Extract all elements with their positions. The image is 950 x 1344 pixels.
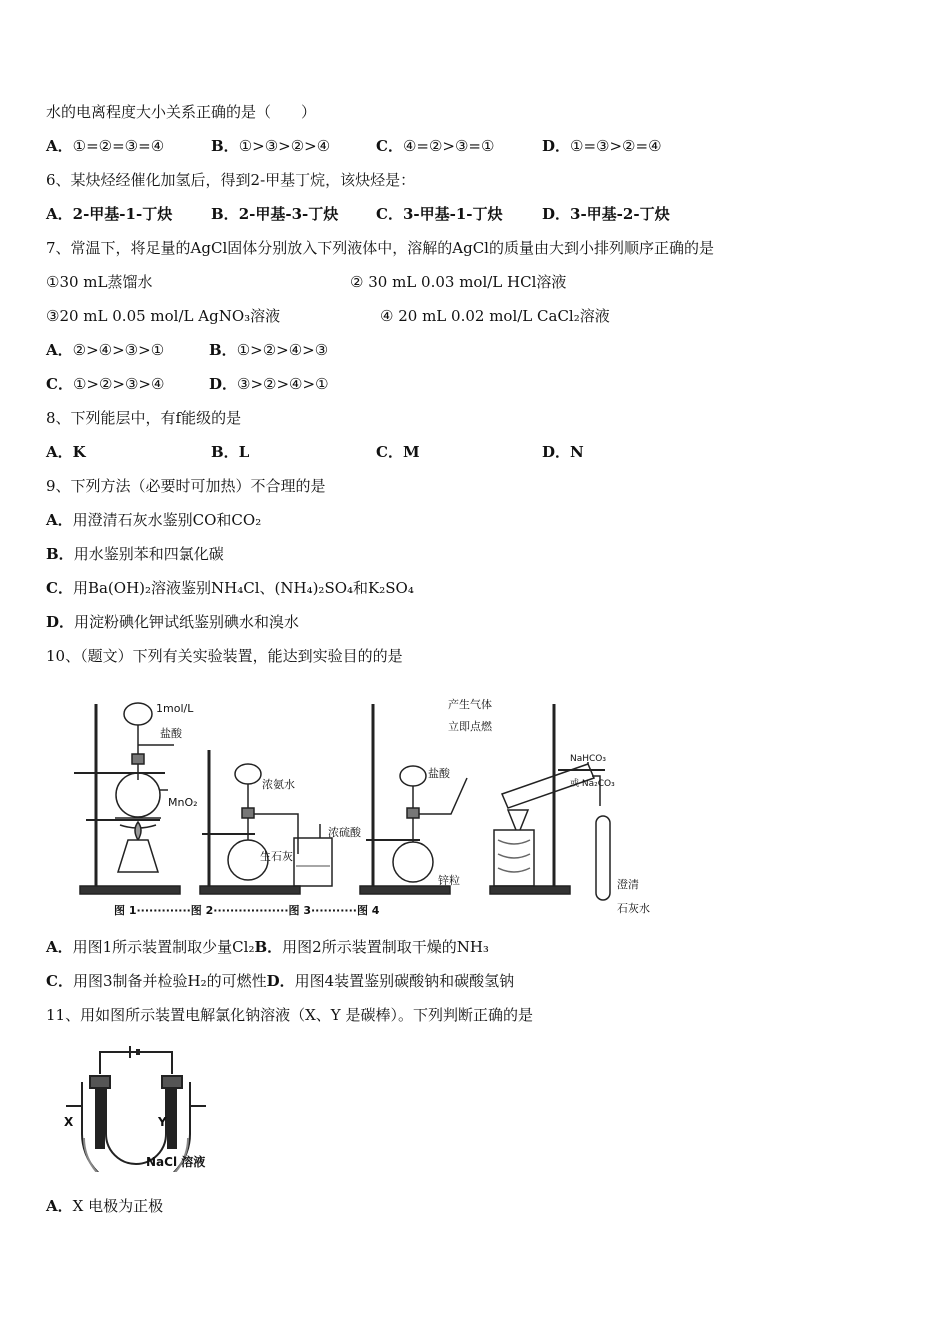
right-stopper [162, 1076, 182, 1088]
q10-apparatus-figure [70, 690, 670, 920]
fig2-wash-bottle [294, 838, 332, 886]
option-text: ②>④>③>① [72, 341, 165, 359]
fig3-base [360, 886, 450, 894]
option-label: A． [46, 341, 73, 359]
fig4-label-na2co3: 或 Na₂CO₃ [570, 779, 615, 789]
fig1-base [80, 886, 180, 894]
q10-option-b[interactable] [254, 938, 488, 956]
option-label: A． [46, 938, 73, 956]
fig2-label-quicklime: 生石灰 [260, 850, 293, 863]
option-label: C． [376, 205, 403, 223]
q7-item-3: ③20 mL 0.05 mol/L AgNO₃溶液 [46, 307, 281, 325]
option-text: 用淀粉碘化钾试纸鉴别碘水和溴水 [74, 613, 300, 631]
q5-option-c[interactable] [376, 136, 494, 156]
fig4-label-limewater-2: 石灰水 [617, 902, 650, 915]
option-label: D． [542, 137, 571, 155]
option-text: M [402, 443, 420, 461]
q8-option-c[interactable] [376, 442, 420, 462]
q6-stem: 6、某炔烃经催化加氢后，得到2-甲基丁烷，该炔烃是： [46, 171, 416, 189]
fig3-label-hcl: 盐酸 [428, 767, 450, 780]
option-text: ①>②>④>③ [236, 341, 329, 359]
option-text: N [570, 443, 584, 461]
q6-option-c[interactable] [376, 204, 503, 224]
q11-electrolysis-figure [60, 1042, 230, 1172]
fig4-label-limewater-1: 澄清 [617, 878, 639, 891]
figure-caption: 图 1·············图 2··················图 3···········图 4 [114, 904, 380, 917]
fig2-stopper [242, 808, 254, 818]
option-text: ①>③>②>④ [238, 137, 331, 155]
q7-stem: 7、常温下，将足量的AgCl固体分别放入下列液体中，溶解的AgCl的质量由大到小排列顺序正确的是 [46, 239, 714, 257]
label-x: X [64, 1115, 74, 1129]
option-label: D． [542, 205, 571, 223]
option-label: C． [46, 579, 73, 597]
option-label: C． [46, 375, 73, 393]
fig2-label-ammonia: 浓氨水 [262, 778, 295, 791]
q8-option-b[interactable] [211, 442, 249, 462]
option-label: A． [46, 205, 73, 223]
option-text: 2-甲基-3-丁炔 [238, 205, 339, 223]
fig1-burner [118, 840, 158, 872]
option-label: A． [46, 511, 73, 529]
q7-option-c[interactable] [46, 374, 164, 394]
option-label: B． [211, 443, 239, 461]
q5-stem-tail: 水的电离程度大小关系正确的是（ ） [46, 103, 317, 121]
option-text: 用图2所示装置制取干燥的NH₃ [282, 938, 489, 956]
option-label: B． [211, 205, 239, 223]
q7-option-b[interactable] [209, 340, 328, 360]
q6-option-b[interactable] [211, 204, 338, 224]
option-label: B． [46, 545, 74, 563]
q7-item-1: ①30 mL蒸馏水 [46, 273, 153, 291]
q7-item-2: ② 30 mL 0.03 mol/L HCl溶液 [350, 273, 567, 291]
option-text: 3-甲基-1-丁炔 [402, 205, 503, 223]
fig4-burner [508, 810, 528, 830]
q8-stem: 8、下列能层中，有f能级的是 [46, 409, 242, 427]
option-text: ①=②=③=④ [72, 137, 165, 155]
fig3-funnel [400, 766, 426, 786]
left-stopper [90, 1076, 110, 1088]
fig4-receiver-tube [596, 816, 610, 900]
option-label: B． [209, 341, 237, 359]
option-text: X 电极为正极 [72, 1197, 164, 1215]
option-text: 用Ba(OH)₂溶液鉴别NH₄Cl、(NH₄)₂SO₄和K₂SO₄ [72, 579, 414, 597]
option-text: 2-甲基-1-丁炔 [72, 205, 173, 223]
option-text: ④=②>③=① [402, 137, 495, 155]
q6-option-a[interactable] [46, 204, 172, 224]
fig1-label-hcl: 盐酸 [160, 727, 182, 740]
q7-option-a[interactable] [46, 340, 164, 360]
option-label: C． [46, 972, 73, 990]
label-y: Y [158, 1115, 167, 1129]
fig3-stopper [407, 808, 419, 818]
fig3-delivery-tube [419, 778, 467, 814]
option-label: D． [266, 972, 295, 990]
q7-item-4: ④ 20 mL 0.02 mol/L CaCl₂溶液 [380, 307, 610, 325]
fig1-stopper [132, 754, 144, 764]
option-label: B． [211, 137, 239, 155]
option-text: 用澄清石灰水鉴别CO和CO₂ [72, 511, 262, 529]
q10-options-row-2 [46, 971, 514, 991]
option-text: K [72, 443, 86, 461]
q5-option-d[interactable] [542, 136, 662, 156]
option-text: 用图1所示装置制取少量Cl₂ [72, 938, 255, 956]
fig1-flame [135, 822, 141, 840]
fig1-label-conc: 1mol/L [156, 702, 194, 715]
q9-option-d[interactable] [46, 612, 299, 632]
option-label: D． [542, 443, 571, 461]
fig1-funnel [124, 703, 152, 725]
q10-option-d[interactable] [267, 972, 515, 990]
q9-option-b[interactable] [46, 544, 224, 564]
option-text: 用水鉴别苯和四氯化碳 [73, 545, 224, 563]
option-label: A． [46, 443, 73, 461]
label-nacl-solution: NaCl 溶液 [146, 1155, 206, 1169]
electrode-x [96, 1088, 104, 1148]
q10-options-row-1 [46, 937, 489, 957]
option-label: C． [376, 137, 403, 155]
wire [100, 1052, 172, 1074]
electrode-y [168, 1088, 176, 1148]
q8-option-a[interactable] [46, 442, 86, 462]
option-text: 3-甲基-2-丁炔 [570, 205, 670, 223]
q10-stem: 10、（题文）下列有关实验装置，能达到实验目的的是 [46, 647, 403, 665]
q5-option-a[interactable] [46, 136, 164, 156]
fig2-funnel [235, 764, 261, 784]
q11-stem: 11、用如图所示装置电解氯化钠溶液（X、Y 是碳棒）。下列判断正确的是 [46, 1006, 533, 1024]
fig2-delivery-tube [254, 814, 298, 854]
option-text: 用图3制备并检验H₂的可燃性 [72, 972, 267, 990]
fig2-label-h2so4: 浓硫酸 [328, 826, 361, 839]
q11-option-a[interactable] [46, 1196, 163, 1216]
option-text: ①>②>③>④ [72, 375, 165, 393]
option-label: B． [254, 938, 283, 956]
fig3-label-gas-line1: 产生气体 [448, 698, 492, 711]
fig4-wood-grain [498, 840, 530, 872]
q5-option-b[interactable] [211, 136, 330, 156]
q9-option-a[interactable] [46, 510, 261, 530]
q10-option-a[interactable] [46, 938, 254, 956]
option-text: L [238, 443, 250, 461]
fig3-label-zinc: 锌粒 [438, 874, 460, 887]
option-text: ③>②>④>① [237, 375, 329, 393]
fig3-flask [393, 842, 433, 882]
fig2-base [200, 886, 300, 894]
option-label: A． [46, 1197, 73, 1215]
u-tube-inner [106, 1082, 166, 1164]
q9-option-c[interactable] [46, 578, 414, 598]
option-label: D． [46, 613, 75, 631]
option-label: C． [376, 443, 403, 461]
option-label: D． [209, 375, 238, 393]
q6-option-d[interactable] [542, 204, 670, 224]
fig4-base [490, 886, 570, 894]
q7-option-d[interactable] [209, 374, 329, 394]
option-text: 用图4装置鉴别碳酸钠和碳酸氢钠 [294, 972, 515, 990]
q8-option-d[interactable] [542, 442, 584, 462]
q10-option-c[interactable] [46, 972, 267, 990]
q9-stem: 9、下列方法（必要时可加热）不合理的是 [46, 477, 326, 495]
option-text: ①=③>②=④ [570, 137, 662, 155]
fig3-label-gas-line2: 立即点燃 [448, 720, 492, 733]
fig4-label-nahco3: NaHCO₃ [570, 754, 606, 764]
option-label: A． [46, 137, 73, 155]
fig1-label-mno2: MnO₂ [168, 796, 198, 809]
